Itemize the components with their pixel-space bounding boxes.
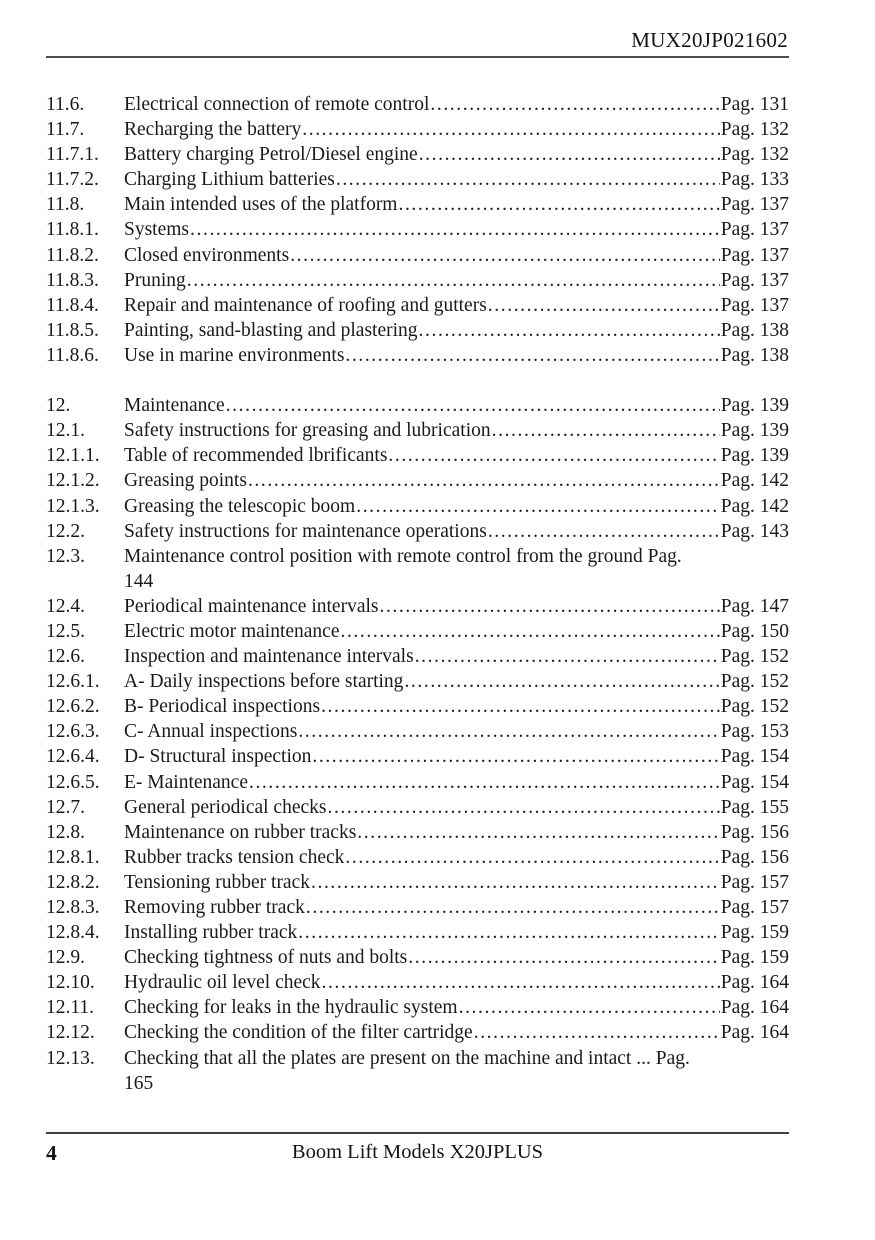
toc-entry-page: Pag. 164 xyxy=(720,972,789,994)
toc-entry-title: Recharging the battery xyxy=(124,119,302,141)
toc-entry-body xyxy=(124,795,789,820)
toc-entry-page: Pag. 137 xyxy=(720,269,789,291)
toc-dot-leader xyxy=(357,820,719,845)
toc-dot-leader xyxy=(345,845,719,870)
toc-entry-title: Charging Lithium batteries xyxy=(124,169,335,191)
toc-entry-number: 12.1.3. xyxy=(46,495,100,517)
toc-entry xyxy=(46,418,789,443)
toc-entry-title: A- Daily inspections before starting xyxy=(124,671,404,693)
footer-title: Boom Lift Models X20JPLUS xyxy=(291,1141,544,1163)
toc-entry-title: Checking for leaks in the hydraulic system xyxy=(124,997,458,1019)
toc-entry xyxy=(46,945,789,970)
toc-entry-number: 12.2. xyxy=(46,520,85,542)
toc-entry xyxy=(46,243,789,268)
toc-dot-leader xyxy=(248,468,720,493)
toc-entry-number: 12.1. xyxy=(46,420,85,442)
toc-entry-number: 12.8.4. xyxy=(46,922,100,944)
footer-rule xyxy=(46,1132,789,1134)
toc-entry xyxy=(46,719,789,744)
toc-entry xyxy=(46,644,789,669)
toc-entry-title: Pruning xyxy=(124,269,186,291)
toc-entry-number: 12.13. xyxy=(46,1047,95,1069)
toc-entry xyxy=(46,468,789,493)
toc-entry-body xyxy=(124,895,789,920)
toc-entry-page: Pag. 138 xyxy=(720,344,789,366)
toc-entry-number: 11.8.5. xyxy=(46,319,99,341)
toc-entry-number: 11.8.6. xyxy=(46,344,99,366)
toc-entry-page: Pag. 154 xyxy=(720,771,789,793)
toc-entry-number: 12.8. xyxy=(46,821,85,843)
toc-entry xyxy=(46,920,789,945)
toc-entry xyxy=(46,117,789,142)
toc-entry-page: Pag. 152 xyxy=(720,671,789,693)
toc-entry xyxy=(46,770,789,795)
toc-entry-number: 11.8. xyxy=(46,194,85,216)
toc-entry-title: Maintenance on rubber tracks xyxy=(124,821,357,843)
toc-entry-page: Pag. 132 xyxy=(720,119,789,141)
toc-dot-leader xyxy=(321,694,720,719)
toc-entry-number: 11.7.2. xyxy=(46,169,99,191)
toc-dot-leader xyxy=(340,619,719,644)
toc-entry-body xyxy=(124,970,789,995)
toc-dot-leader xyxy=(408,945,719,970)
toc-entry-title: General periodical checks xyxy=(124,796,327,818)
toc-entry-title: Battery charging Petrol/Diesel engine xyxy=(124,144,418,166)
toc-entry-number: 12.5. xyxy=(46,620,85,642)
toc-entry-title: Maintenance control position with remote control from the ground Pag. xyxy=(124,545,682,567)
toc-entry-page: Pag. 142 xyxy=(720,495,789,517)
toc-entry xyxy=(46,192,789,217)
toc-section-gap xyxy=(46,368,789,393)
toc-entry-number: 12.8.2. xyxy=(46,871,100,893)
toc-entry xyxy=(46,343,789,368)
toc-entry-title: E- Maintenance xyxy=(124,771,248,793)
toc-entry-title: Checking the condition of the filter cartridge xyxy=(124,1022,473,1044)
toc-entry-body xyxy=(124,318,789,343)
header-rule xyxy=(46,56,789,58)
toc-entry-page: Pag. 139 xyxy=(720,445,789,467)
toc-entry-body xyxy=(124,217,789,242)
toc-entry xyxy=(46,519,789,544)
toc-entry-number: 12.1.2. xyxy=(46,470,100,492)
toc-entry xyxy=(46,619,789,644)
toc-dot-leader xyxy=(187,268,720,293)
toc-entry xyxy=(46,694,789,719)
toc-dot-leader xyxy=(249,770,720,795)
toc-entry-body xyxy=(124,669,789,694)
toc-entry-number: 12.11. xyxy=(46,997,95,1019)
toc-dot-leader xyxy=(419,142,720,167)
toc-entry-page: Pag. 142 xyxy=(720,470,789,492)
toc-entry-title: Repair and maintenance of roofing and gutters xyxy=(124,294,487,316)
toc-entry-page: Pag. 147 xyxy=(720,595,789,617)
toc-entry-number: 12.12. xyxy=(46,1022,95,1044)
toc-entry-page: Pag. 156 xyxy=(720,821,789,843)
toc-dot-leader xyxy=(488,519,720,544)
toc-dot-leader xyxy=(190,217,720,242)
toc-dot-leader xyxy=(327,795,719,820)
toc-entry-page: Pag. 159 xyxy=(720,922,789,944)
toc-dot-leader xyxy=(379,594,719,619)
toc-entry-body xyxy=(124,694,789,719)
toc-entry-body xyxy=(124,167,789,192)
toc-entry-body xyxy=(124,393,789,418)
toc-entry-body xyxy=(124,418,789,443)
toc-entry-title: Rubber tracks tension check xyxy=(124,846,345,868)
toc-entry-body xyxy=(124,820,789,845)
toc-dot-leader xyxy=(388,443,719,468)
toc-entry-body xyxy=(124,544,789,594)
toc-entry-number: 11.7.1. xyxy=(46,144,99,166)
toc-entry-body xyxy=(124,268,789,293)
toc-dot-leader xyxy=(430,92,719,117)
toc-entry-body xyxy=(124,468,789,493)
toc-entry-page: Pag. 157 xyxy=(720,897,789,918)
toc-entry-title: Painting, sand-blasting and plastering xyxy=(124,319,418,341)
toc-entry-page: Pag. 137 xyxy=(720,294,789,316)
toc-dot-leader xyxy=(226,393,720,418)
toc-entry-page: Pag. 164 xyxy=(720,997,789,1019)
toc-entry-body xyxy=(124,594,789,619)
toc-entry xyxy=(46,268,789,293)
toc-entry xyxy=(46,870,789,895)
toc-entry-body xyxy=(124,719,789,744)
toc-entry-page: Pag. 138 xyxy=(720,319,789,341)
toc-entry xyxy=(46,217,789,242)
toc-entry-number: 12.6. xyxy=(46,646,85,668)
toc-entry xyxy=(46,293,789,318)
toc-entry-title: Safety instructions for greasing and lubrication xyxy=(124,420,491,442)
toc-entry-body xyxy=(124,243,789,268)
toc-entry-page: Pag. 137 xyxy=(720,244,789,266)
toc-entry-number: 12.6.5. xyxy=(46,771,100,793)
toc-dot-leader xyxy=(415,644,720,669)
toc-entry-title: Greasing the telescopic boom xyxy=(124,495,356,517)
toc-entry xyxy=(46,594,789,619)
toc-entry-title: Tensioning rubber track xyxy=(124,871,310,893)
toc-entry-number: 12.6.3. xyxy=(46,721,100,743)
toc-entry xyxy=(46,744,789,769)
toc-entry-title: Electrical connection of remote control xyxy=(124,94,430,115)
toc-entry-number: 11.8.3. xyxy=(46,269,99,291)
toc-entry-title: C- Annual inspections xyxy=(124,721,298,743)
toc-entry-body xyxy=(124,770,789,795)
toc-dot-leader xyxy=(345,343,719,368)
toc-entry-number: 12.6.1. xyxy=(46,671,100,693)
toc-entry-body xyxy=(124,744,789,769)
page-number: 4 xyxy=(46,1141,57,1165)
toc-entry-title: Main intended uses of the platform xyxy=(124,194,398,216)
toc-dot-leader xyxy=(474,1020,720,1045)
toc-dot-leader xyxy=(336,167,720,192)
toc-entry-number: 12.6.2. xyxy=(46,696,100,718)
toc-entry-page: 144 xyxy=(124,570,154,592)
toc-entry-number: 12.3. xyxy=(46,545,85,567)
toc-entry-number: 12.6.4. xyxy=(46,746,100,768)
toc-entry-number: 12.1.1. xyxy=(46,445,100,467)
toc-entry-page: Pag. 157 xyxy=(720,871,789,893)
toc-dot-leader xyxy=(404,669,719,694)
toc-dot-leader xyxy=(356,494,720,519)
table-of-contents xyxy=(46,92,789,1096)
toc-entry-body xyxy=(124,92,789,117)
toc-entry-page: Pag. 139 xyxy=(720,420,789,442)
toc-entry-page: 165 xyxy=(124,1072,154,1094)
toc-entry-page: Pag. 137 xyxy=(720,194,789,216)
toc-entry-page: Pag. 150 xyxy=(720,620,789,642)
toc-entry-number: 12. xyxy=(46,395,71,417)
toc-entry-title: Use in marine environments xyxy=(124,344,345,366)
toc-entry-page: Pag. 139 xyxy=(720,395,789,417)
toc-entry-title: Safety instructions for maintenance operations xyxy=(124,520,487,542)
toc-entry-body xyxy=(124,995,789,1020)
toc-entry-body xyxy=(124,1020,789,1045)
toc-entry-body xyxy=(124,1046,789,1096)
toc-entry-page: Pag. 154 xyxy=(720,746,789,768)
toc-entry-title: Closed environments xyxy=(124,244,290,266)
toc-entry xyxy=(46,995,789,1020)
toc-entry-page: Pag. 155 xyxy=(720,796,789,818)
toc-entry-page: Pag. 152 xyxy=(720,696,789,718)
toc-entry-body xyxy=(124,494,789,519)
toc-dot-leader xyxy=(398,192,719,217)
toc-entry-page: Pag. 132 xyxy=(720,144,789,166)
toc-entry-page: Pag. 137 xyxy=(720,219,789,241)
toc-entry-title: Systems xyxy=(124,219,190,241)
toc-entry-page: Pag. 156 xyxy=(720,846,789,868)
toc-entry-page: Pag. 131 xyxy=(720,94,789,115)
toc-entry-number: 12.9. xyxy=(46,947,85,969)
toc-entry-number: 12.10. xyxy=(46,972,95,994)
toc-dot-leader xyxy=(306,895,720,920)
document-code: MUX20JP021602 xyxy=(631,28,788,52)
toc-entry-title: Maintenance xyxy=(124,395,225,417)
toc-entry xyxy=(46,393,789,418)
toc-dot-leader xyxy=(459,995,720,1020)
toc-entry-title: Checking that all the plates are present on the machine and intact ... Pag. xyxy=(124,1047,690,1069)
toc-entry-body xyxy=(124,519,789,544)
toc-entry-title: Installing rubber track xyxy=(124,922,298,944)
toc-entry-title: Hydraulic oil level check xyxy=(124,972,321,994)
toc-dot-leader xyxy=(290,243,720,268)
toc-entry-title: D- Structural inspection xyxy=(124,746,312,768)
toc-entry-page: Pag. 164 xyxy=(720,1022,789,1044)
toc-entry xyxy=(46,142,789,167)
toc-entry-body xyxy=(124,443,789,468)
toc-entry-number: 12.7. xyxy=(46,796,85,818)
toc-entry-body xyxy=(124,142,789,167)
toc-entry-body xyxy=(124,945,789,970)
toc-entry xyxy=(46,92,789,117)
toc-entry-title: Periodical maintenance intervals xyxy=(124,595,379,617)
toc-entry-number: 12.8.3. xyxy=(46,897,100,918)
toc-entry xyxy=(46,845,789,870)
toc-dot-leader xyxy=(492,418,720,443)
toc-entry xyxy=(46,669,789,694)
toc-entry-page: Pag. 159 xyxy=(720,947,789,969)
toc-entry-title: Inspection and maintenance intervals xyxy=(124,646,414,668)
toc-entry xyxy=(46,494,789,519)
toc-entry-page: Pag. 143 xyxy=(720,520,789,542)
toc-entry-page: Pag. 153 xyxy=(720,721,789,743)
toc-entry-body xyxy=(124,644,789,669)
toc-entry-title: Table of recommended lbrificants xyxy=(124,445,388,467)
toc-entry-number: 11.8.2. xyxy=(46,244,99,266)
toc-entry-body xyxy=(124,192,789,217)
toc-entry xyxy=(46,167,789,192)
toc-entry-body xyxy=(124,343,789,368)
toc-entry-body xyxy=(124,619,789,644)
toc-entry-number: 12.8.1. xyxy=(46,846,100,868)
toc-entry-title: Checking tightness of nuts and bolts xyxy=(124,947,408,969)
toc-entry-number: 11.7. xyxy=(46,119,85,141)
toc-entry xyxy=(46,795,789,820)
toc-dot-leader xyxy=(322,970,720,995)
toc-entry xyxy=(46,895,789,920)
toc-entry-title: Greasing points xyxy=(124,470,247,492)
toc-entry-title: Removing rubber track xyxy=(124,897,305,918)
toc-entry-body xyxy=(124,117,789,142)
toc-dot-leader xyxy=(311,870,720,895)
toc-entry xyxy=(46,1046,789,1096)
toc-entry-title: B- Periodical inspections xyxy=(124,696,321,718)
toc-entry-body xyxy=(124,845,789,870)
toc-entry-title: Electric motor maintenance xyxy=(124,620,340,642)
toc-entry-body xyxy=(124,920,789,945)
toc-dot-leader xyxy=(312,744,719,769)
toc-entry-body xyxy=(124,293,789,318)
toc-entry xyxy=(46,544,789,594)
toc-dot-leader xyxy=(298,719,719,744)
toc-entry-body xyxy=(124,870,789,895)
toc-dot-leader xyxy=(302,117,720,142)
toc-entry-page: Pag. 133 xyxy=(720,169,789,191)
toc-entry xyxy=(46,318,789,343)
toc-dot-leader xyxy=(419,318,720,343)
toc-entry xyxy=(46,970,789,995)
toc-entry-number: 12.4. xyxy=(46,595,85,617)
toc-entry xyxy=(46,820,789,845)
toc-dot-leader xyxy=(298,920,719,945)
toc-dot-leader xyxy=(488,293,720,318)
toc-entry xyxy=(46,443,789,468)
toc-entry-page: Pag. 152 xyxy=(720,646,789,668)
toc-entry-number: 11.8.4. xyxy=(46,294,99,316)
toc-entry xyxy=(46,1020,789,1045)
toc-entry-number: 11.6. xyxy=(46,94,85,115)
toc-entry-number: 11.8.1. xyxy=(46,219,99,241)
